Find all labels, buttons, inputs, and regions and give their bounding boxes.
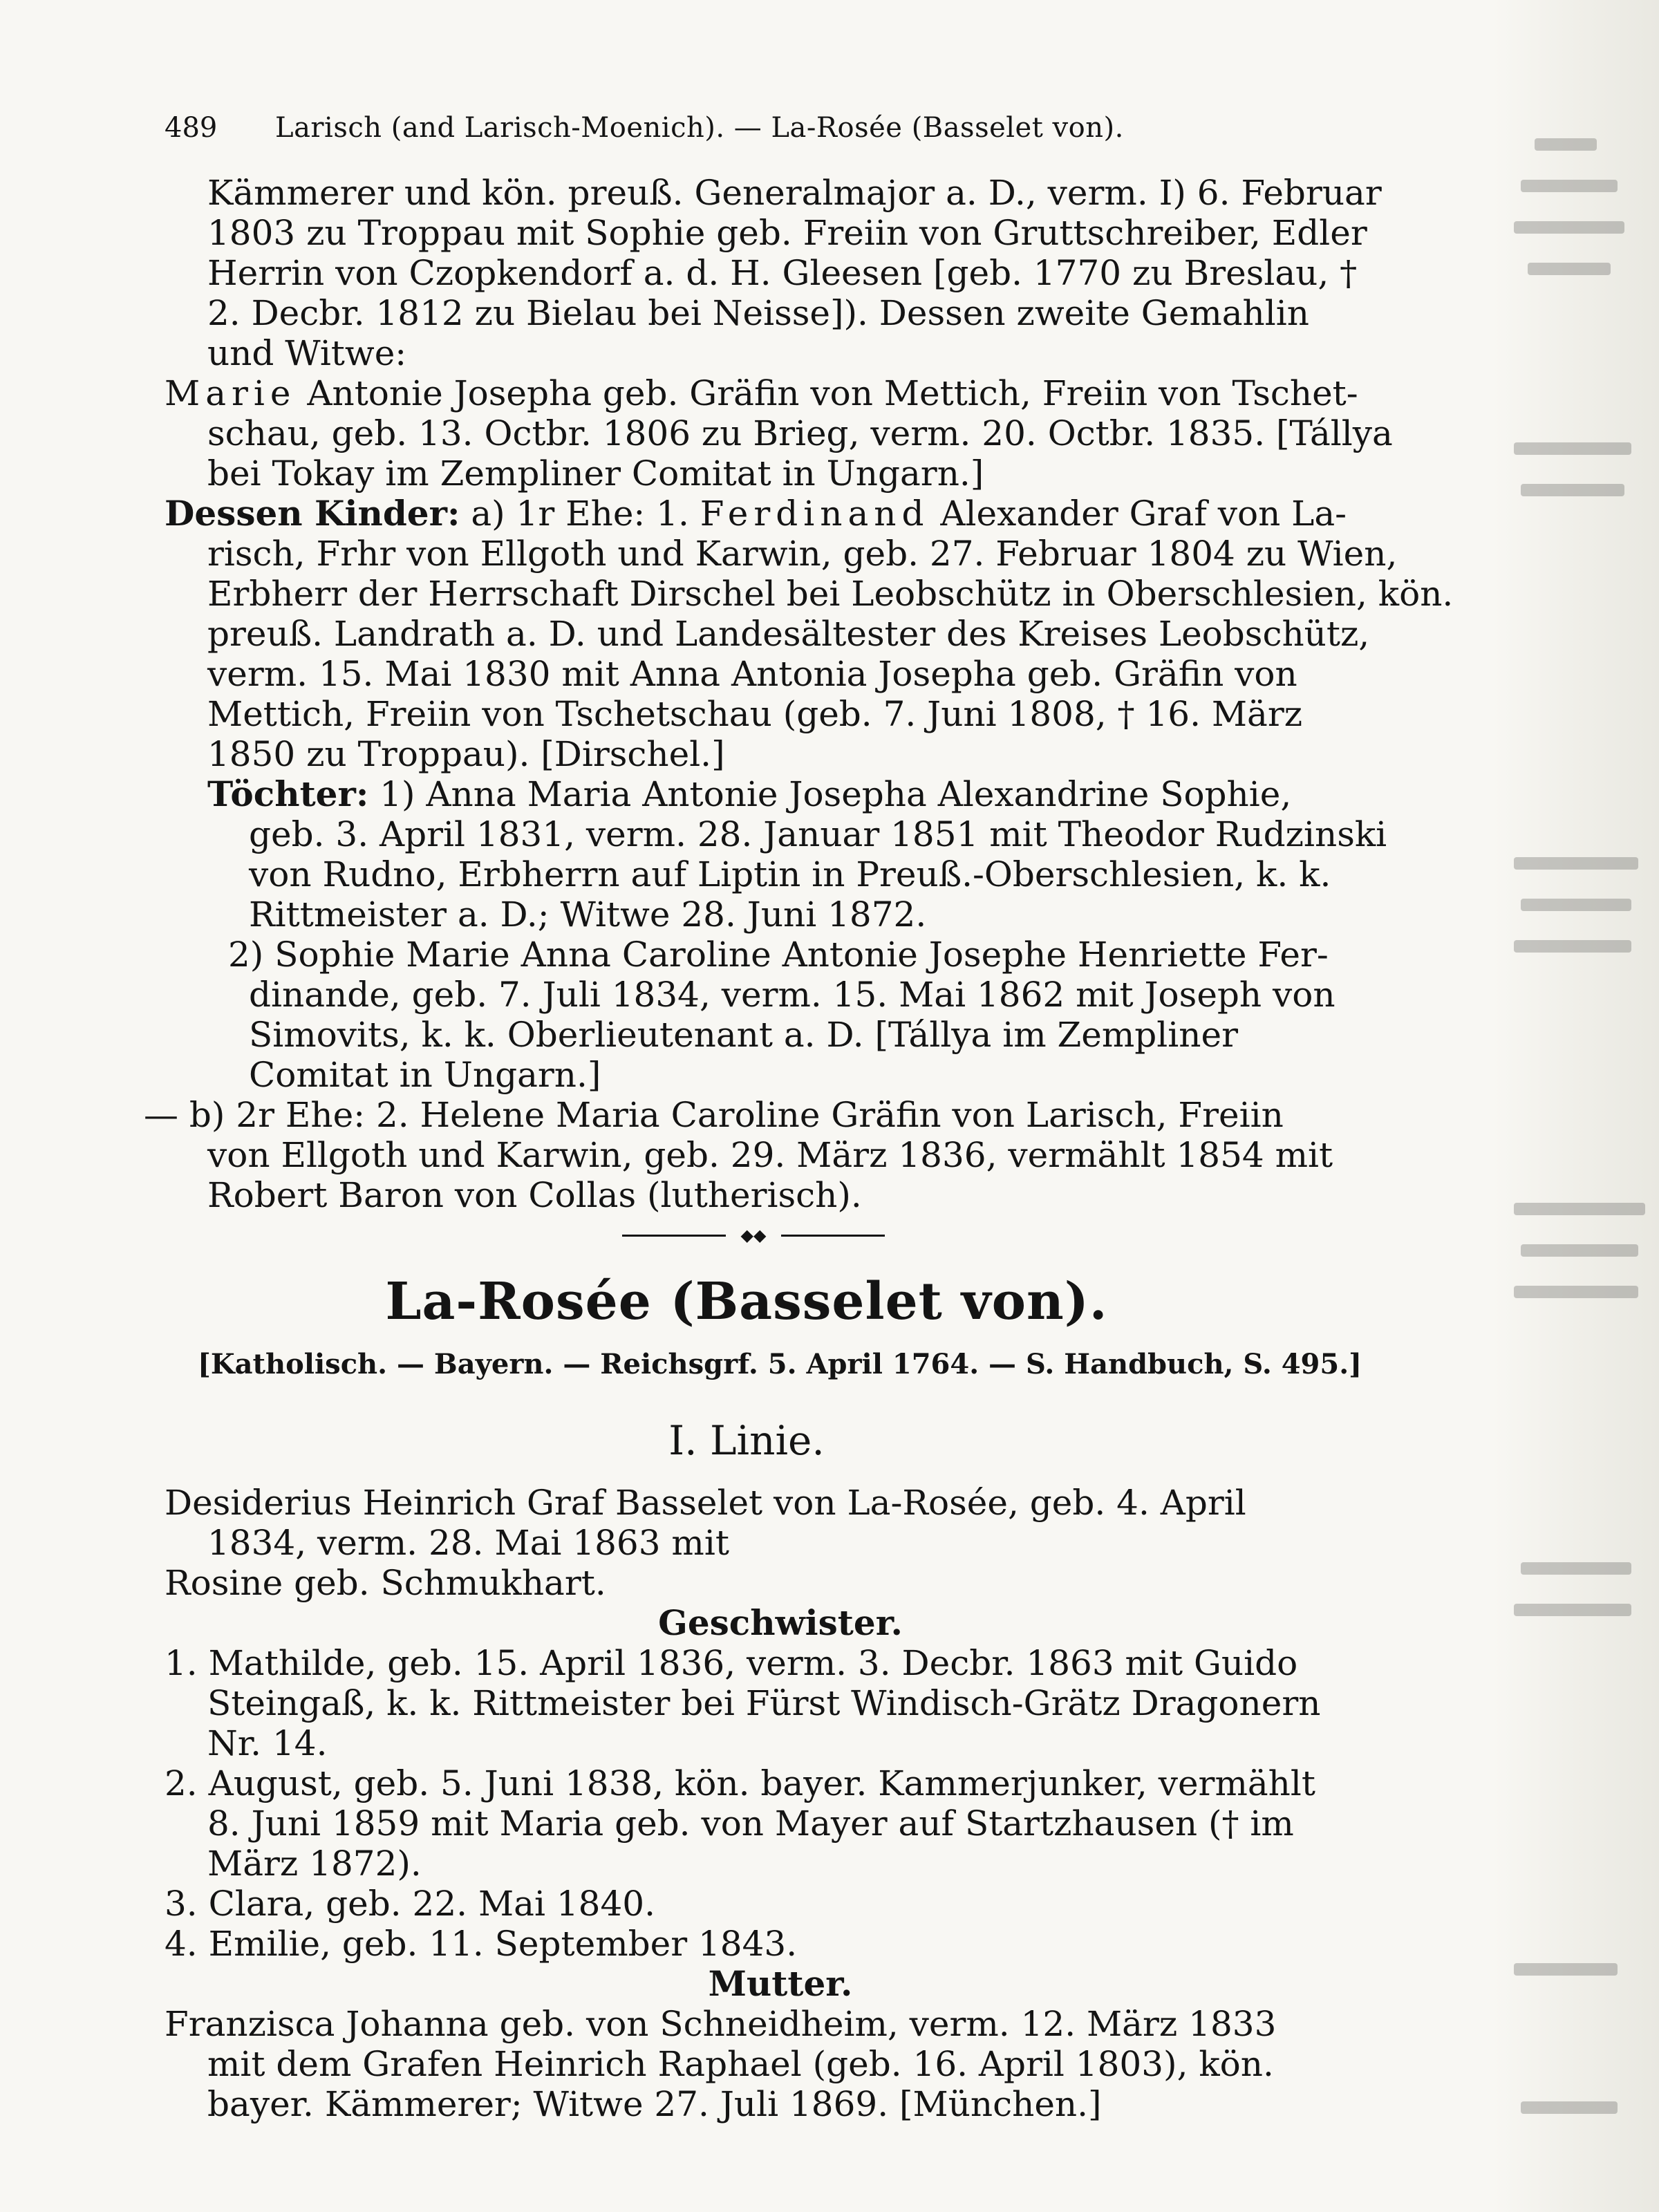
text-line: 1. Mathilde, geb. 15. April 1836, verm. 3. Decbr. 1863 mit Guido [165, 1643, 1298, 1683]
text-line: 2) Sophie Marie Anna Caroline Antonie Josephe Henriette Fer- [228, 935, 1329, 975]
text-line: Kämmerer und kön. preuß. Generalmajor a. D., verm. I) 6. Februar [207, 173, 1382, 213]
text-line: Nr. 14. [207, 1723, 328, 1763]
text-line: 1850 zu Troppau). [Dirschel.] [207, 734, 725, 774]
text-line: Robert Baron von Collas (lutherisch). [207, 1175, 862, 1215]
text-line: bei Tokay im Zempliner Comitat in Ungarn.] [207, 453, 984, 494]
text-line: von Rudno, Erbherrn auf Liptin in Preuß.-Oberschlesien, k. k. [249, 854, 1331, 894]
text-line: dinande, geb. 7. Juli 1834, verm. 15. Mai 1862 mit Joseph von [249, 975, 1335, 1015]
text-line: 3. Clara, geb. 22. Mai 1840. [165, 1884, 655, 1924]
text-line: Franzisca Johanna geb. von Schneidheim, verm. 12. März 1833 [165, 2004, 1277, 2044]
divider-ornament-icon: ◆◆ [740, 1226, 767, 1245]
section-label: Töchter: [207, 774, 369, 814]
section-label: Dessen Kinder: [165, 493, 460, 534]
text-line: Mettich, Freiin von Tschetschau (geb. 7. Juni 1808, † 16. März [207, 694, 1303, 734]
text-line: Rittmeister a. D.; Witwe 28. Juni 1872. [249, 894, 927, 935]
text-line: mit dem Grafen Heinrich Raphael (geb. 16. April 1803), kön. [207, 2044, 1274, 2084]
text-line: schau, geb. 13. Octbr. 1806 zu Brieg, verm. 20. Octbr. 1835. [Tállya [207, 413, 1393, 453]
text-line: Desiderius Heinrich Graf Basselet von La-Rosée, geb. 4. April [165, 1483, 1246, 1523]
text-line: und Witwe: [207, 333, 407, 373]
person-name: Marie [165, 373, 297, 413]
person-name: Ferdinand [700, 494, 930, 534]
text-span: Alexander Graf von La- [940, 494, 1347, 534]
text-line: verm. 15. Mai 1830 mit Anna Antonia Josepha geb. Gräfin von [207, 654, 1297, 694]
divider-rule-right [781, 1235, 885, 1237]
divider-rule-left [622, 1235, 726, 1237]
text-line: 2. August, geb. 5. Juni 1838, kön. bayer. Kammerjunker, vermählt [165, 1763, 1315, 1803]
text-line: von Ellgoth und Karwin, geb. 29. März 1836, vermählt 1854 mit [207, 1135, 1333, 1175]
text-line: — b) 2r Ehe: 2. Helene Maria Caroline Gräfin von Larisch, Freiin [144, 1095, 1284, 1135]
text-line: Comitat in Ungarn.] [249, 1055, 601, 1095]
linie-heading: I. Linie. [668, 1417, 825, 1464]
text-line: 8. Juni 1859 mit Maria geb. von Mayer auf Startzhausen († im [207, 1803, 1294, 1844]
text-line: 1803 zu Troppau mit Sophie geb. Freiin von Gruttschreiber, Edler [207, 213, 1367, 253]
text-line: März 1872). [207, 1844, 422, 1884]
text-span: 1) Anna Maria Antonie Josepha Alexandrine Sophie, [379, 774, 1292, 814]
geschwister-heading: Geschwister. [658, 1602, 903, 1643]
running-header [165, 107, 1395, 149]
marie-entry [165, 373, 1396, 413]
text-line: 2. Decbr. 1812 zu Bielau bei Neisse]). Dessen zweite Gemahlin [207, 293, 1309, 333]
kinder-entry [165, 494, 1396, 534]
text-line: 1834, verm. 28. Mai 1863 mit [207, 1523, 729, 1563]
text-line: risch, Frhr von Ellgoth und Karwin, geb. 27. Februar 1804 zu Wien, [207, 534, 1398, 574]
text-span: Antonie Josepha geb. Gräfin von Mettich, Freiin von Tschet- [307, 373, 1358, 413]
larisch-section [144, 173, 1454, 1215]
section-title: La-Rosée (Basselet von). [385, 1272, 1108, 1331]
facing-page-bleed [1493, 0, 1659, 2212]
text-line: Erbherr der Herrschaft Dirschel bei Leobschütz in Oberschlesien, kön. [207, 574, 1454, 614]
toechter-entry [165, 774, 1396, 814]
larosee-section [165, 1483, 1396, 2124]
text-line: Simovits, k. k. Oberlieutenant a. D. [Tállya im Zempliner [249, 1015, 1238, 1055]
text-span: a) 1r Ehe: 1. [471, 494, 689, 534]
text-line: geb. 3. April 1831, verm. 28. Januar 1851 mit Theodor Rudzinski [249, 814, 1387, 854]
page-number: 489 [165, 112, 218, 144]
text-line: 4. Emilie, geb. 11. September 1843. [165, 1924, 798, 1964]
text-line: Steingaß, k. k. Rittmeister bei Fürst Windisch-Grätz Dragonern [207, 1683, 1321, 1723]
text-line: Rosine geb. Schmukhart. [165, 1563, 606, 1603]
text-line: bayer. Kämmerer; Witwe 27. Juli 1869. [München.] [207, 2084, 1102, 2124]
text-line: Herrin von Czopkendorf a. d. H. Gleesen [geb. 1770 zu Breslau, † [207, 253, 1358, 293]
running-title: Larisch (and Larisch-Moenich). — La-Rosée (Basselet von). [275, 112, 1124, 144]
section-subtitle: [Katholisch. — Bayern. — Reichsgrf. 5. April 1764. — S. Handbuch, S. 495.] [197, 1348, 1362, 1380]
section-divider-ornament [622, 1227, 885, 1244]
text-line: preuß. Landrath a. D. und Landesältester des Kreises Leobschütz, [207, 614, 1370, 654]
mutter-heading: Mutter. [708, 1963, 853, 2004]
